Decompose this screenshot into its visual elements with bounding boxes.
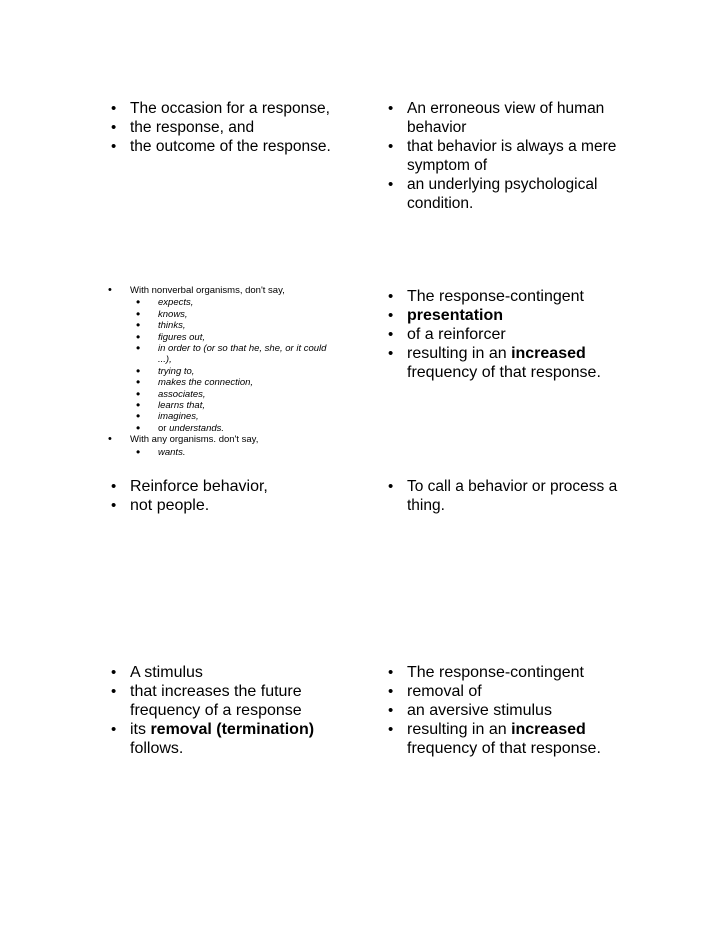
bullet-icon: • [136,295,141,310]
bullet-list [108,285,333,458]
list-item: • of a reinforcer [388,326,506,343]
bullet-icon: • [388,702,394,719]
list-item: • figures out, [136,329,205,344]
bullet-icon: • [111,721,117,738]
bullet-icon: • [108,284,112,296]
bullet-icon: • [388,664,394,681]
list-item: • With any organisms. don't say, • wants. [108,434,333,458]
bullet-list [108,99,370,156]
bullet-list [385,99,647,213]
list-item: • its removal (termination) follows. [111,721,315,757]
list-item: • With nonverbal organisms, don't say, • expects, • knows, • thinks, • figures out, • in order to (or so that he, she, or it could ...), • trying to, • makes the connection, • associates, • learns that, • imagines, • or understands. [108,285,333,434]
list-item: • knows, [136,306,188,321]
bullet-icon: • [136,444,141,459]
card-aversive-stimulus [108,663,370,758]
list-item: • To call a behavior or process a thing. [388,478,618,514]
list-item: • imagines, [136,409,199,424]
list-item: • thinks, [136,318,186,333]
list-item: • the response, and [111,119,255,136]
list-item: • A stimulus [111,664,203,681]
list-item: • resulting in an increased frequency of that response. [388,345,601,381]
bullet-icon: • [136,363,141,378]
list-item: • that increases the future frequency of a response [111,683,302,719]
bullet-icon: • [388,176,394,193]
card-positive-reinforcement [385,287,647,382]
bullet-icon: • [136,318,141,333]
bullet-icon: • [108,433,112,446]
list-item: • associates, [136,386,206,401]
list-item: • presentation [388,307,504,324]
list-item: • The occasion for a response, [111,100,330,117]
bullet-icon: • [111,497,117,514]
bullet-icon: • [136,398,141,413]
bullet-icon: • [136,420,141,435]
list-item: • in order to (or so that he, she, or it could ...), [136,341,327,366]
card-dont-say-list [108,285,333,458]
list-item: • The response-contingent [388,288,584,305]
bullet-list [385,663,647,758]
list-item: • The response-contingent [388,664,584,681]
list-item: • that behavior is always a mere symptom of [388,138,617,174]
bullet-icon: • [136,409,141,424]
list-item: • resulting in an increased frequency of that response. [388,721,601,757]
list-item: • makes the connection, [136,375,254,390]
card-negative-reinforcement [385,663,647,758]
bullet-icon: • [388,721,394,738]
bullet-icon: • [111,119,117,136]
bullet-icon: • [388,345,394,362]
bullet-icon: • [136,375,141,390]
list-item: • trying to, [136,363,195,378]
bullet-icon: • [388,326,394,343]
bullet-icon: • [136,386,141,401]
card-reinforce-behavior [108,477,370,515]
bullet-list [108,477,370,515]
list-item: • the outcome of the response. [111,138,331,155]
list-item: • or understands. [136,420,225,435]
list-item: • removal of [388,683,482,700]
list-item: • not people. [111,497,210,514]
bullet-icon: • [136,341,141,356]
bullet-icon: • [136,329,141,344]
bullet-icon: • [388,683,394,700]
list-item: • Reinforce behavior, [111,478,268,495]
bullet-icon: • [111,683,117,700]
card-reification [385,477,647,515]
bullet-icon: • [388,138,394,155]
bullet-icon: • [111,664,117,681]
list-item: • wants. [136,444,186,459]
list-item: • an underlying psychological condition. [388,176,598,212]
sub-bullet-list [130,444,333,459]
list-item: • an aversive stimulus [388,702,552,719]
bullet-icon: • [388,478,394,495]
bullet-list [108,663,370,758]
list-item: • learns that, [136,398,205,413]
bullet-icon: • [111,478,117,495]
bullet-icon: • [388,100,394,117]
bullet-icon: • [111,138,117,155]
bullet-list [385,287,647,382]
list-item: • expects, [136,295,194,310]
card-erroneous-view [385,99,647,213]
bullet-icon: • [111,100,117,117]
list-item: • An erroneous view of human behavior [388,100,605,136]
bullet-icon: • [136,306,141,321]
card-occasion-response-outcome [108,99,370,156]
bullet-list [385,477,647,515]
sub-bullet-list [130,297,333,434]
bullet-icon: • [388,288,394,305]
bullet-icon: • [388,307,394,324]
